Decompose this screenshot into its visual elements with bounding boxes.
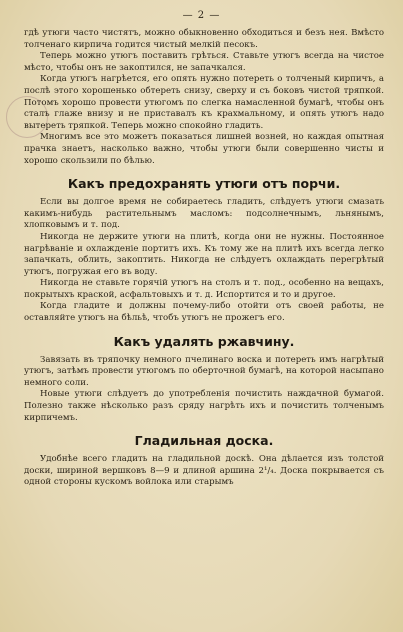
paragraph: Удобнѣе всего гладить на гладильной доскѣ. Она дѣлается изъ толстой доски, шириной вершковъ 8—9 и длиной аршина 2¹/₄. Доска покрывается съ одной стороны кускомъ войлока или старымъ xyxy=(24,454,384,488)
page-number: — 2 — xyxy=(182,10,221,21)
section-heading-spoil: Какъ предохранять утюги отъ порчи. xyxy=(67,176,341,192)
section-heading-board: Гладильная доска. xyxy=(134,433,274,449)
paragraph: гдѣ утюги часто чистятъ, можно обыкновенно обходиться и безъ нея. Вмѣсто толченаго кирпича годится чистый мелкій песокъ. xyxy=(24,28,384,50)
paragraph: Завязать въ тряпочку немного пчелинаго воска и потереть имъ нагрѣтый утюгъ, затѣмъ провести утюгомъ по оберточной бумагѣ, на которой насыпано немного соли. xyxy=(24,354,384,388)
paragraph: Многимъ все это можетъ показаться лишней возней, но каждая опытная прачка знаетъ, насколько важно, чтобы утюги были совершенно чисты и хорошо скользили по бѣлью. xyxy=(24,132,384,166)
paragraph: Когда утюгъ нагрѣется, его опять нужно потереть о толченый кирпичъ, а послѣ этого хорошенько обтереть снизу, сверху и съ боковъ чистой тряпкой. Потомъ хорошо провести утюгомъ по слегка намасленной бумагѣ, чтобы онъ сталъ глаже внизу и не приставалъ къ крахмальному, и опять утюгъ надо вытереть тряпкой. Теперь можно спокойно гладить. xyxy=(24,74,384,131)
paragraph: Никогда не ставьте горячій утюгъ на столъ и т. под., особенно на вещахъ, покрытыхъ краской, асфальтовыхъ и т. д. Испортится и то и другое. xyxy=(24,278,384,300)
paragraph: Никогда не держите утюги на плитѣ, когда они не нужны. Постоянное нагрѣваніе и охлажденіе портитъ ихъ. Къ тому же на плитѣ ихъ всегда легко запачкать, облить, закоптить. Никогда не слѣдуетъ охлаждать перегрѣтый утюгъ, погружая его въ воду. xyxy=(24,231,384,277)
page-body xyxy=(24,28,384,489)
paragraph: Теперь можно утюгъ поставить грѣться. Ставьте утюгъ всегда на чистое мѣсто, чтобы онъ не закоптился, не запачкался. xyxy=(24,51,384,73)
paragraph: Если вы долгое время не собираетесь гладить, слѣдуетъ утюги смазать какимъ-нибудь растительнымъ масломъ: подсолнечнымъ, льнянымъ, хлопковымъ и т. под. xyxy=(24,197,384,231)
section-heading-rust: Какъ удалять ржавчину. xyxy=(113,333,295,349)
paragraph: Новые утюги слѣдуетъ до употребленія почистить наждачной бумагой. Полезно также нѣсколько разъ сряду нагрѣть ихъ и почистить толченымъ кирпичемъ. xyxy=(24,389,384,423)
paragraph: Когда гладите и должны почему-либо отойти отъ своей работы, не оставляйте утюгъ на бѣльѣ, чтобъ утюгъ не прожегъ его. xyxy=(24,301,384,324)
